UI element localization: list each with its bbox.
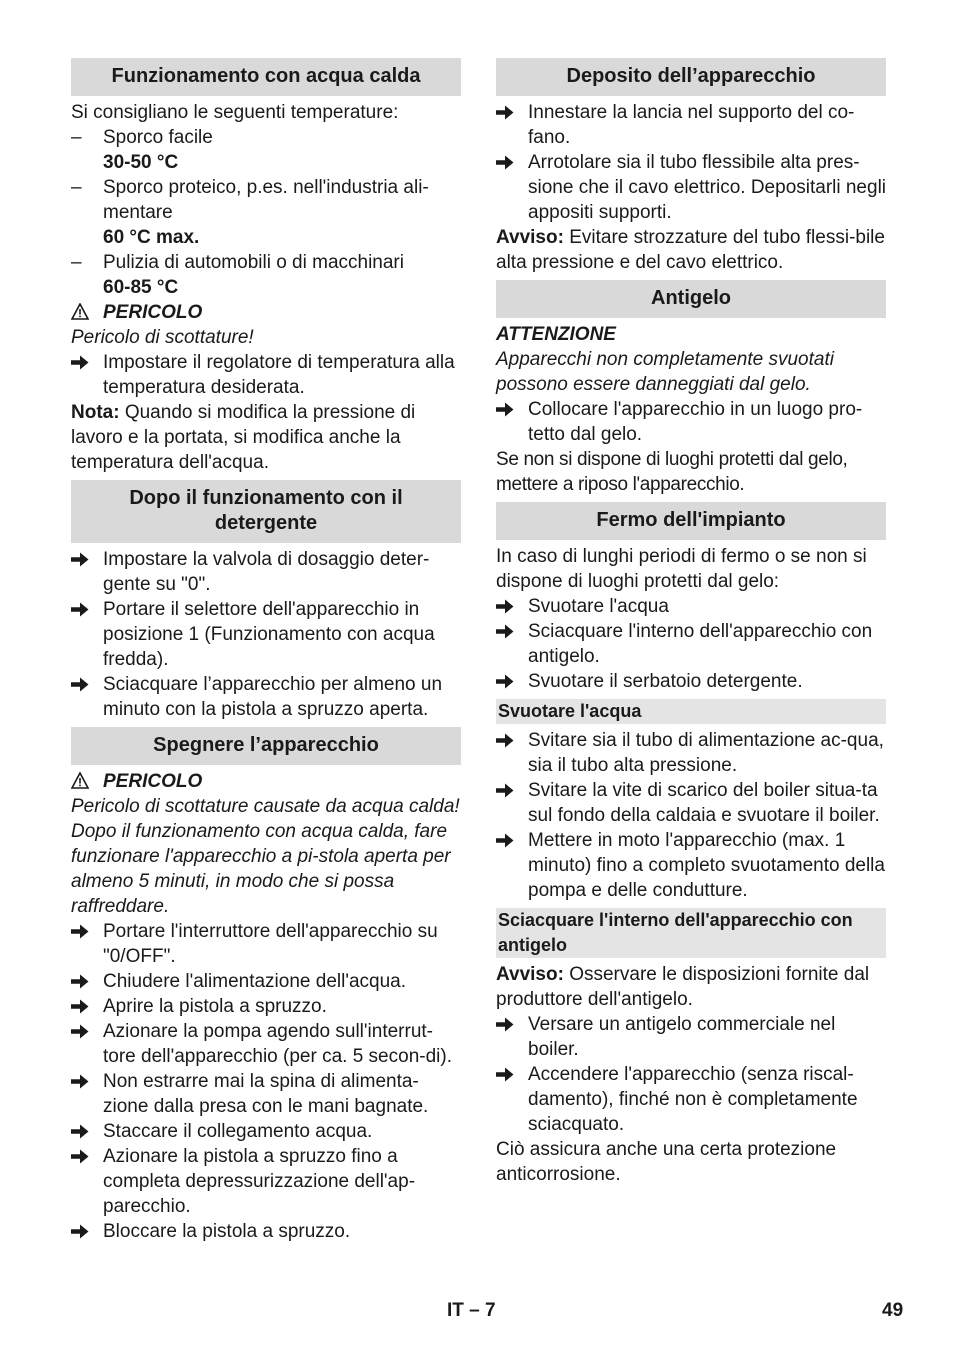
- step-text: Aprire la pistola a spruzzo.: [103, 996, 327, 1017]
- step-item: [496, 619, 886, 669]
- note-paragraph: [496, 225, 886, 275]
- step-text: Svuotare l'acqua: [528, 596, 669, 617]
- warning-triangle-icon: [71, 302, 91, 320]
- step-text: Svuotare il serbatoio detergente.: [528, 671, 803, 692]
- arrow-right-icon: [71, 1019, 97, 1051]
- step-item: [71, 672, 461, 722]
- note-paragraph: [496, 962, 886, 1012]
- danger-label: PERICOLO: [103, 302, 203, 323]
- paragraph: Se non si dispone di luoghi protetti dal gelo, mettere a riposo l'apparecchio.: [496, 449, 848, 495]
- arrow-right-icon: [71, 1069, 97, 1101]
- section-title-storage: Deposito dell’apparecchio: [496, 58, 886, 96]
- list-item: [71, 175, 461, 225]
- step-item: [496, 669, 886, 694]
- step-text: Portare l'interruttore dell'apparecchio su "0/OFF".: [103, 921, 438, 967]
- list-item: [71, 250, 461, 275]
- step-text: Sciacquare l'interno dell'apparecchio con antigelo.: [528, 621, 873, 667]
- step-item: [496, 594, 886, 619]
- note-text: Quando si modifica la pressione di lavoro e la portata, si modifica anche la temperatura dell'acqua.: [71, 402, 416, 473]
- step-item: [71, 969, 461, 994]
- arrow-right-icon: [71, 919, 97, 951]
- step-text: Innestare la lancia nel supporto del co-fano.: [528, 102, 855, 148]
- list-item-text: Sporco proteico, p.es. nell'industria ali-mentare: [103, 177, 429, 223]
- step-item: [71, 1119, 461, 1144]
- caution-heading: ATTENZIONE: [496, 324, 616, 345]
- arrow-right-icon: [71, 672, 97, 704]
- note-paragraph: [71, 400, 461, 475]
- note-text: Osservare le disposizioni fornite dal produttore dell'antigelo.: [496, 964, 870, 1010]
- arrow-right-icon: [496, 728, 522, 760]
- step-text: Versare un antigelo commerciale nel boiler.: [528, 1014, 836, 1060]
- caution-text: Apparecchi non completamente svuotati possono essere danneggiati dal gelo.: [496, 349, 834, 395]
- warning-triangle-icon: [71, 771, 91, 789]
- arrow-right-icon: [496, 828, 522, 860]
- step-text: Collocare l'apparecchio in un luogo pro-tetto dal gelo.: [528, 399, 863, 445]
- footer-language-page: IT – 7: [447, 1300, 496, 1321]
- step-text: Impostare la valvola di dosaggio deter-gente su "0".: [103, 549, 430, 595]
- step-item: [71, 547, 461, 597]
- paragraph: Ciò assicura anche una certa protezione anticorrosione.: [496, 1139, 837, 1185]
- step-text: Azionare la pompa agendo sull'interrut-tore dell'apparecchio (per ca. 5 secon-di).: [103, 1021, 452, 1067]
- section-title-antifreeze: Antigelo: [496, 280, 886, 318]
- step-item: [496, 828, 886, 903]
- step-item: [71, 1069, 461, 1119]
- step-text: Svitare la vite di scarico del boiler situa-ta sul fondo della caldaia e svuotare il boiler.: [528, 780, 880, 826]
- arrow-right-icon: [71, 597, 97, 629]
- footer-page-number: 49: [882, 1300, 904, 1321]
- arrow-right-icon: [496, 778, 522, 810]
- arrow-right-icon: [71, 350, 97, 382]
- step-item: [71, 994, 461, 1019]
- step-item: [71, 1144, 461, 1219]
- step-item: [71, 919, 461, 969]
- step-item: [496, 778, 886, 828]
- step-text: Portare il selettore dell'apparecchio in posizione 1 (Funzionamento con acqua fredda).: [103, 599, 435, 670]
- dash-marker: –: [71, 252, 82, 273]
- step-item: [71, 1019, 461, 1069]
- danger-text: Pericolo di scottature causate da acqua calda! Dopo il funzionamento con acqua calda, fare funzionare l'apparecchio a pi-stola aperta per almeno 5 minuti, in modo che si possa raffreddare.: [71, 796, 460, 917]
- step-list: [71, 547, 461, 722]
- step-list: [71, 919, 461, 1244]
- step-item: [496, 1012, 886, 1062]
- temperature-value: 30-50 °C: [103, 152, 179, 173]
- dash-marker: –: [71, 177, 82, 198]
- note-text: Evitare strozzature del tubo flessi-bile alta pressione e del cavo elettrico.: [496, 227, 885, 273]
- temperature-value: 60-85 °C: [103, 277, 179, 298]
- step-text: Arrotolare sia il tubo flessibile alta pres-sione che il cavo elettrico. Depositarli negli appositi supporti.: [528, 152, 887, 223]
- step-text: Accendere l'apparecchio (senza riscal-damento), finché non è completamente sciacquato.: [528, 1064, 858, 1135]
- section-title-switch-off: Spegnere l’apparecchio: [71, 727, 461, 765]
- step-text: Non estrarre mai la spina di alimenta-zione dalla presa con le mani bagnate.: [103, 1071, 429, 1117]
- step-item: [71, 350, 461, 400]
- step-item: [496, 1062, 886, 1137]
- note-label: Avviso:: [496, 964, 564, 985]
- danger-label: PERICOLO: [103, 771, 203, 792]
- step-text: Svitare sia il tubo di alimentazione ac-qua, sia il tubo alta pressione.: [528, 730, 884, 776]
- step-text: Azionare la pistola a spruzzo fino a completa depressurizzazione dell'ap-parecchio.: [103, 1146, 416, 1217]
- step-text: Impostare il regolatore di temperatura alla temperatura desiderata.: [103, 352, 455, 398]
- step-list: [496, 1012, 886, 1137]
- danger-text: Pericolo di scottature!: [71, 327, 254, 348]
- step-item: [71, 1219, 461, 1244]
- note-label: Nota:: [71, 402, 120, 423]
- arrow-right-icon: [71, 1219, 97, 1251]
- step-text: Bloccare la pistola a spruzzo.: [103, 1221, 351, 1242]
- arrow-right-icon: [496, 1062, 522, 1094]
- arrow-right-icon: [496, 619, 522, 651]
- list-item-text: Sporco facile: [103, 127, 213, 148]
- step-item: [496, 150, 886, 225]
- step-item: [496, 100, 886, 150]
- danger-heading: [71, 300, 461, 325]
- arrow-right-icon: [496, 397, 522, 429]
- step-text: Mettere in moto l'apparecchio (max. 1 minuto) fino a completo svuotamento della pompa e delle condutture.: [528, 830, 885, 901]
- danger-heading: [71, 769, 461, 794]
- step-list: [496, 594, 886, 694]
- step-list: [496, 100, 886, 225]
- step-list: [496, 728, 886, 903]
- step-item: [71, 597, 461, 672]
- step-text: Chiudere l'alimentazione dell'acqua.: [103, 971, 406, 992]
- dash-marker: –: [71, 127, 82, 148]
- subsection-title-rinse-antifreeze: Sciacquare l'interno dell'apparecchio con antigelo: [496, 908, 886, 958]
- section-title-shutdown: Fermo dell'impianto: [496, 502, 886, 540]
- step-item: [496, 397, 886, 447]
- arrow-right-icon: [71, 547, 97, 579]
- note-label: Avviso:: [496, 227, 564, 248]
- step-text: Staccare il collegamento acqua.: [103, 1121, 373, 1142]
- arrow-right-icon: [496, 150, 522, 182]
- arrow-right-icon: [71, 1144, 97, 1176]
- step-item: [496, 728, 886, 778]
- arrow-right-icon: [496, 100, 522, 132]
- subsection-title-drain-water: Svuotare l'acqua: [496, 699, 886, 724]
- arrow-right-icon: [496, 669, 522, 701]
- paragraph: Si consigliano le seguenti temperature:: [71, 102, 399, 123]
- section-title-hot-water: Funzionamento con acqua calda: [71, 58, 461, 96]
- list-item: [71, 125, 461, 150]
- arrow-right-icon: [496, 1012, 522, 1044]
- right-column: [496, 58, 886, 1187]
- temperature-list: [71, 125, 461, 300]
- section-title-after-detergent: Dopo il funzionamento con il detergente: [71, 480, 461, 543]
- paragraph: In caso di lunghi periodi di fermo o se non si dispone di luoghi protetti dal gelo:: [496, 546, 867, 592]
- left-column: [71, 58, 461, 1244]
- step-text: Sciacquare l’apparecchio per almeno un minuto con la pistola a spruzzo aperta.: [103, 674, 443, 720]
- list-item-text: Pulizia di automobili o di macchinari: [103, 252, 404, 273]
- temperature-value: 60 °C max.: [103, 227, 200, 248]
